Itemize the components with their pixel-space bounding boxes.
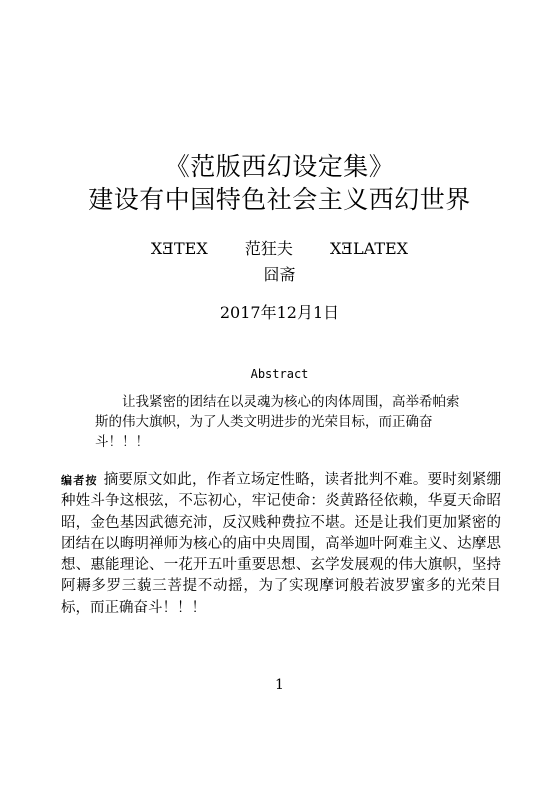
title-line-2: 建设有中国特色社会主义西幻世界 (88, 185, 471, 214)
abstract-heading: Abstract (250, 367, 309, 381)
author-3: XƎLATEX (329, 239, 409, 258)
title-line-1: 《范版西幻设定集》 (164, 152, 395, 181)
author-row (0, 238, 559, 260)
editor-note (61, 470, 501, 619)
author-4: 囧斋 (263, 265, 296, 284)
editor-note-text: 摘要原文如此，作者立场定性略，读者批判不难。要时刻紧绷种姓斗争这根弦，不忘初心，牢记使命：炎黄路径依赖，华夏天命昭昭，金色基因武德充沛，反汉贱种费拉不堪。还是让我们更加紧密的团结在以晦明禅师为核心的庙中央周围，高举迦叶阿难主义、达摩思想、惠能理论、一花开五叶重要思想、玄学发展观的伟大旗帜，坚持阿耨多罗三藐三菩提不动摇，为了实现摩诃般若波罗蜜多的光荣目标，而正确奋斗！！！ (61, 472, 502, 616)
author-2: 范狂夫 (244, 239, 293, 258)
date: 2017年12月1日 (219, 303, 340, 322)
abstract-text: 让我紧密的团结在以灵魂为核心的肉体周围，高举希帕索斯的伟大旗帜，为了人类文明进步的光荣目标，而正确奋斗！！！ (95, 394, 460, 450)
page-number: 1 (275, 677, 284, 693)
author-1: XƎTEX (150, 239, 208, 258)
editor-note-label: 编者按 (61, 474, 98, 487)
